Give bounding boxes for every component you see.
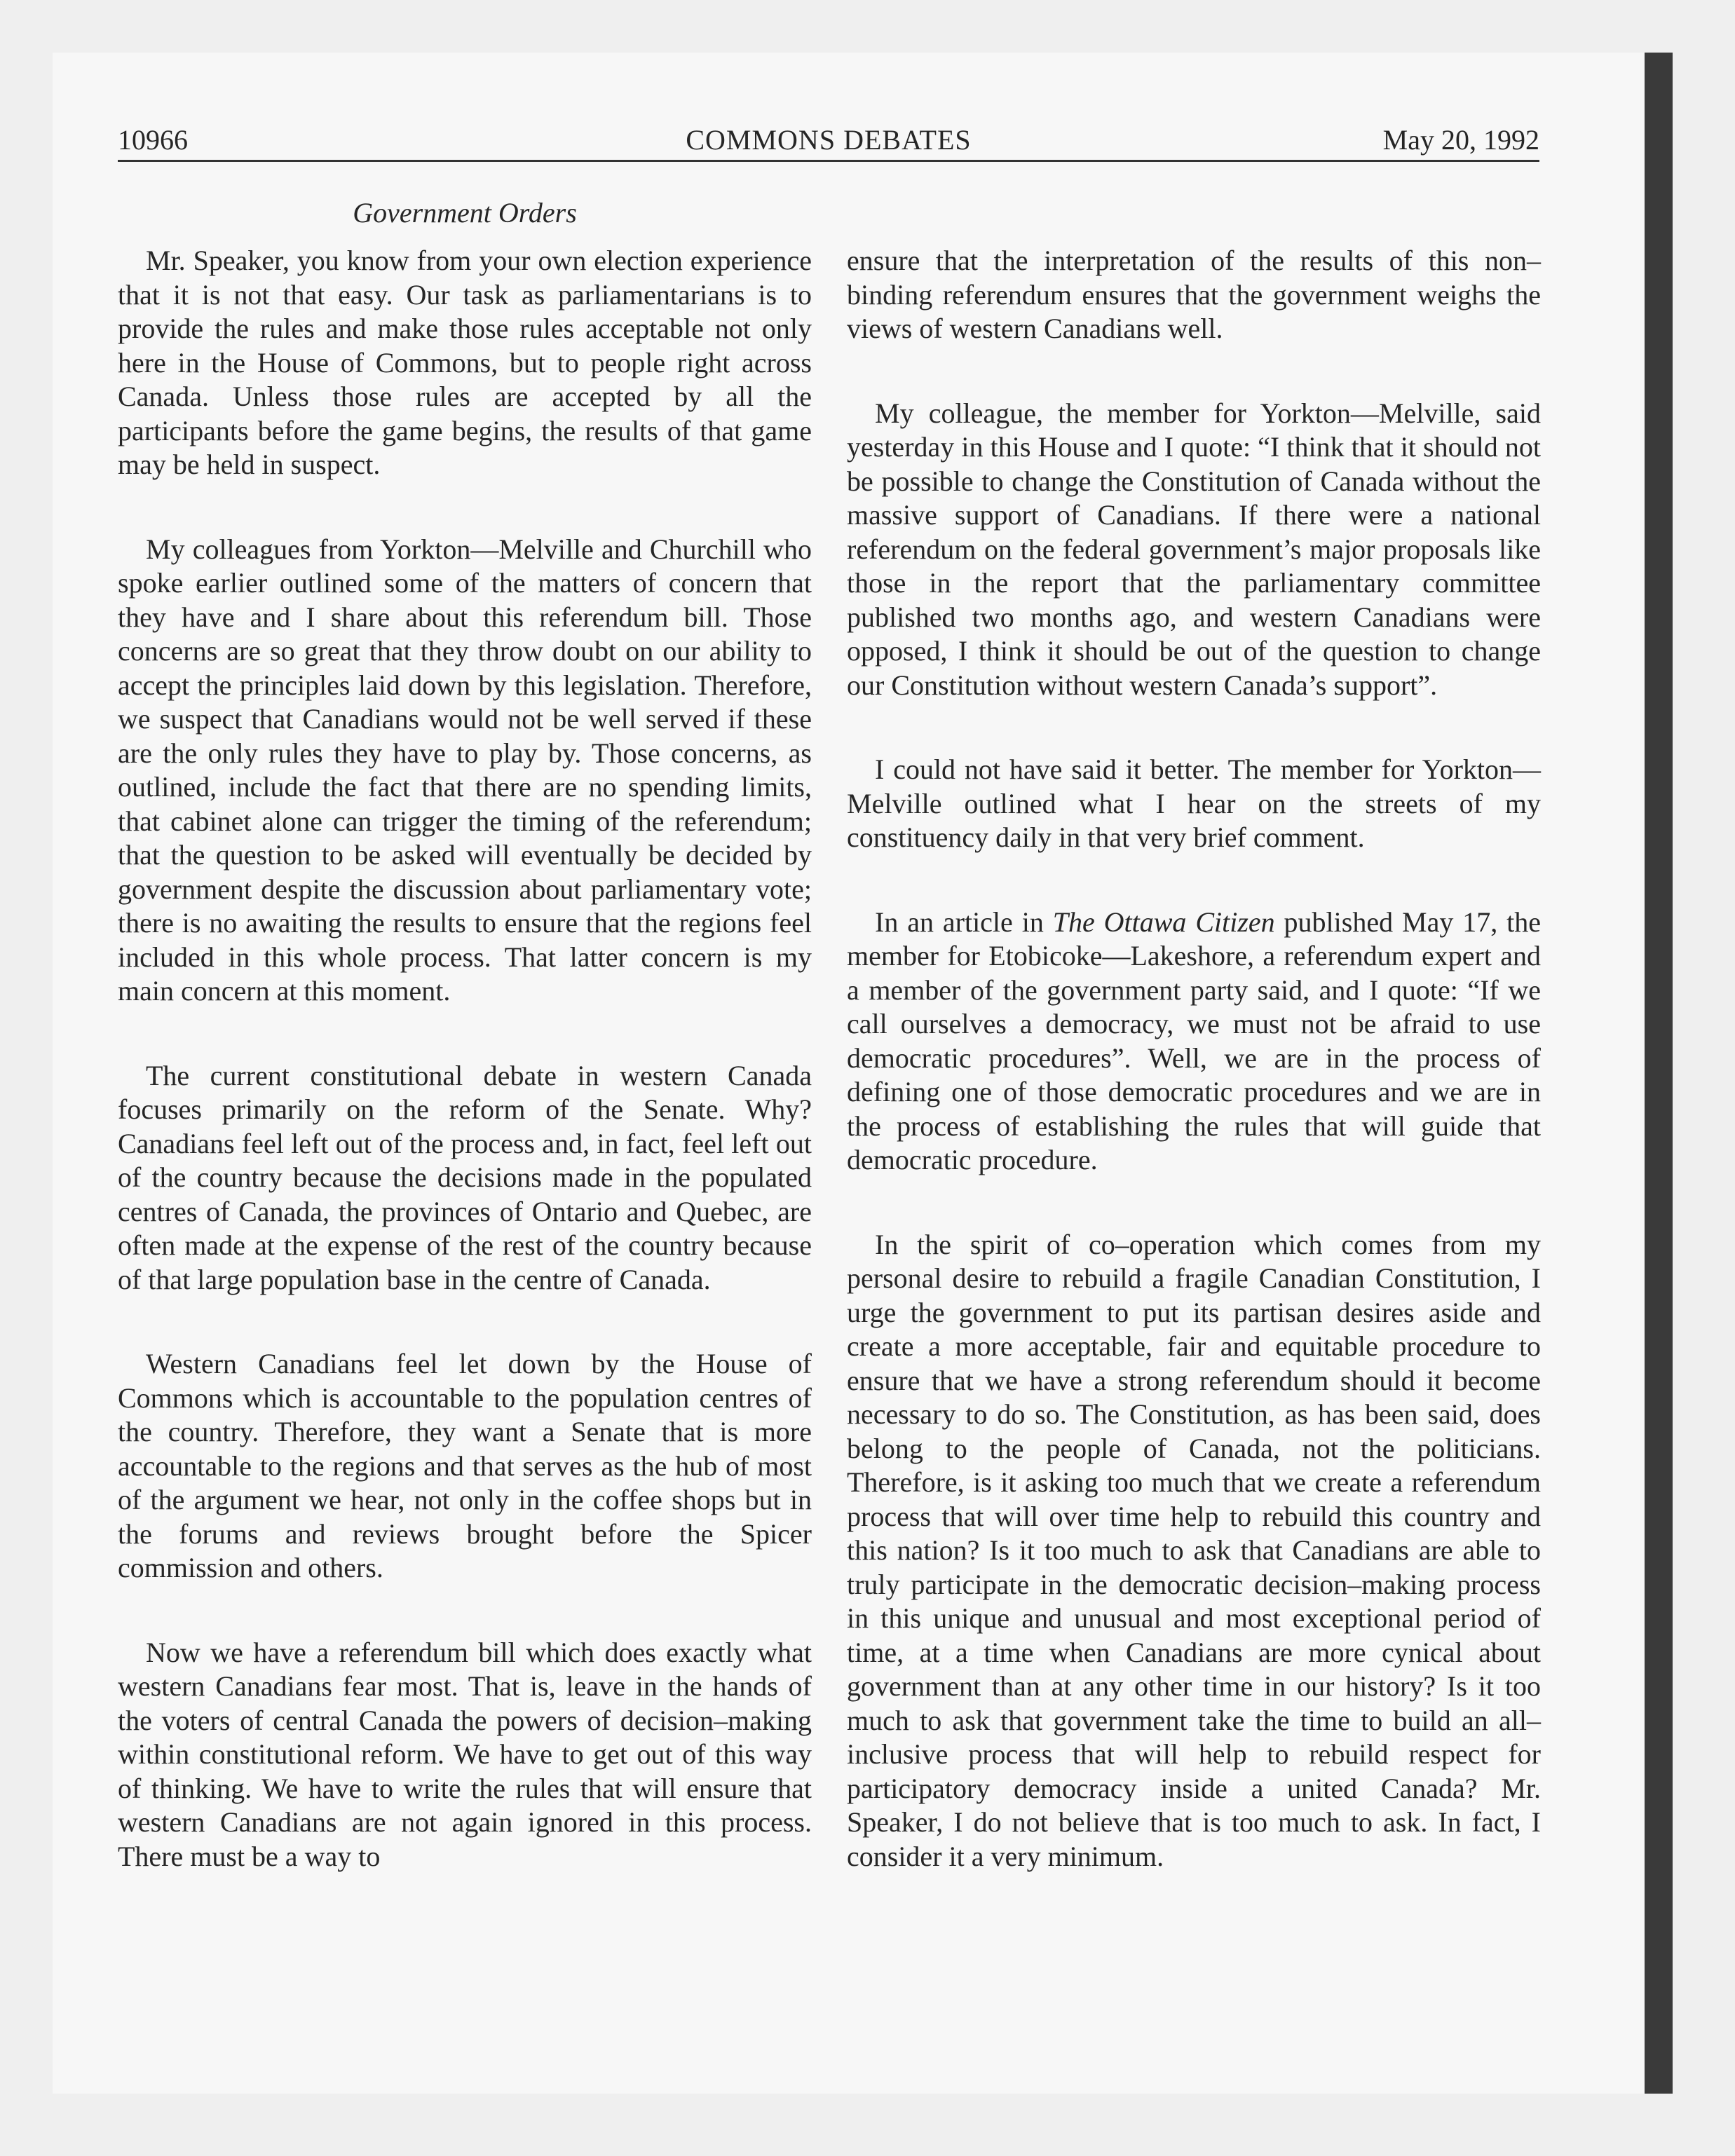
section-title: Government Orders [353, 197, 577, 228]
right-column [847, 244, 1541, 1874]
paragraph: In the spirit of co–operation which comes from my personal desire to rebuild a fragile Canadian Constitution, I urge the government to put its partisan desires aside and create a more acceptable, fair and equitable procedure to ensure that we have a strong referendum should it become necessary to do so. The Constitution, as has been said, does belong to the people of Canada, not the politicians. Therefore, is it asking too much that we create a referendum process that will over time help to rebuild this country and this nation? Is it too much to ask that Canadians are able to truly participate in the democratic decision–making process in this unique and unusual and most exceptional period of time, at a time when Canadians are more cynical about government than at any other time in our history? Is it too much to ask that government take the time to build an all–inclusive process that will help to rebuild respect for participatory democracy inside a united Canada? Mr. Speaker, I do not believe that is too much to ask. In fact, I consider it a very minimum. [847, 1228, 1541, 1872]
text-run: published May 17, the member for Etobicoke—Lakeshore, a referendum expert and a member of the government party said, and I quote: “If we call ourselves a democracy, we must not be afraid to use democratic procedures”. Well, we are in the process of defining one of those democratic procedures and we are in the process of establishing the rules that will guide that democratic procedure. [847, 906, 1541, 1175]
page-number: 10966 [118, 124, 188, 156]
publication-title: COMMONS DEBATES [686, 124, 972, 156]
page-header [118, 118, 1539, 162]
paragraph: Now we have a referendum bill which does exactly what western Canadians fear most. That is, leave in the hands of the voters of central Canada the powers of decision–making within constitutional reform. We have to get out of this way of thinking. We have to write the rules that will ensure that western Canadians are not again ignored in this process. There must be a way to [118, 1636, 812, 1872]
paragraph: Mr. Speaker, you know from your own election experience that it is not that easy. Our task as parliamentarians is to provide the rules and make those rules acceptable not only here in the House of Commons, but to people right across Canada. Unless those rules are accepted by all the participants before the game begins, the results of that game may be held in suspect. [118, 245, 812, 480]
paragraph [847, 906, 1541, 1178]
paragraph: My colleague, the member for Yorkton—Melville, said yesterday in this House and I quote: “I think that it should not be possible to change the Constitution of Canada without the massive support of Canadians. If there were a national referendum on the federal government’s major proposals like those in the report that the parliamentary committee published two months ago, and western Canadians were opposed, I think it should be out of the question to change our Constitution without western Canada’s support”. [847, 397, 1541, 701]
paragraph: My colleagues from Yorkton—Melville and Churchill who spoke earlier outlined some of the matters of concern that they have and I share about this referendum bill. Those concerns are so great that they throw doubt on our ability to accept the principles laid down by this legislation. Therefore, we suspect that Canadians would not be well served if these are the only rules they have to play by. Those concerns, as outlined, include the fact that there are no spending limits, that cabinet alone can trigger the timing of the referendum; that the question to be asked will eventually be decided by government despite the discussion about parliamentary vote; there is no awaiting the results to ensure that the regions feel included in this whole process. That latter concern is my main concern at this moment. [118, 533, 812, 1007]
text-run: In an article in [875, 906, 1053, 938]
left-column [118, 244, 812, 1874]
paragraph: Western Canadians feel let down by the House of Commons which is accountable to the population centres of the country. Therefore, they want a Senate that is more accountable to the regions and that serves as the hub of most of the argument we hear, not only in the coffee shops but in the forums and reviews brought before the Spicer commission and others. [118, 1348, 812, 1583]
paragraph: The current constitutional debate in western Canada focuses primarily on the reform of the Senate. Why? Canadians feel left out of the process and, in fact, feel left out of the country because the decisions made in the populated centres of Canada, the provinces of Ontario and Quebec, are often made at the expense of the rest of the country because of that large population base in the centre of Canada. [118, 1059, 812, 1295]
paragraph-continued: ensure that the interpretation of the results of this non–binding referendum ensures that the government weighs the views of western Canadians well. [847, 245, 1541, 344]
publication-name: The Ottawa Citizen [1052, 906, 1275, 938]
paragraph: I could not have said it better. The member for Yorkton—Melville outlined what I hear on the streets of my constituency daily in that very brief comment. [847, 753, 1541, 853]
publication-date: May 20, 1992 [1382, 124, 1539, 156]
scan-edge-shadow [1645, 53, 1673, 2094]
